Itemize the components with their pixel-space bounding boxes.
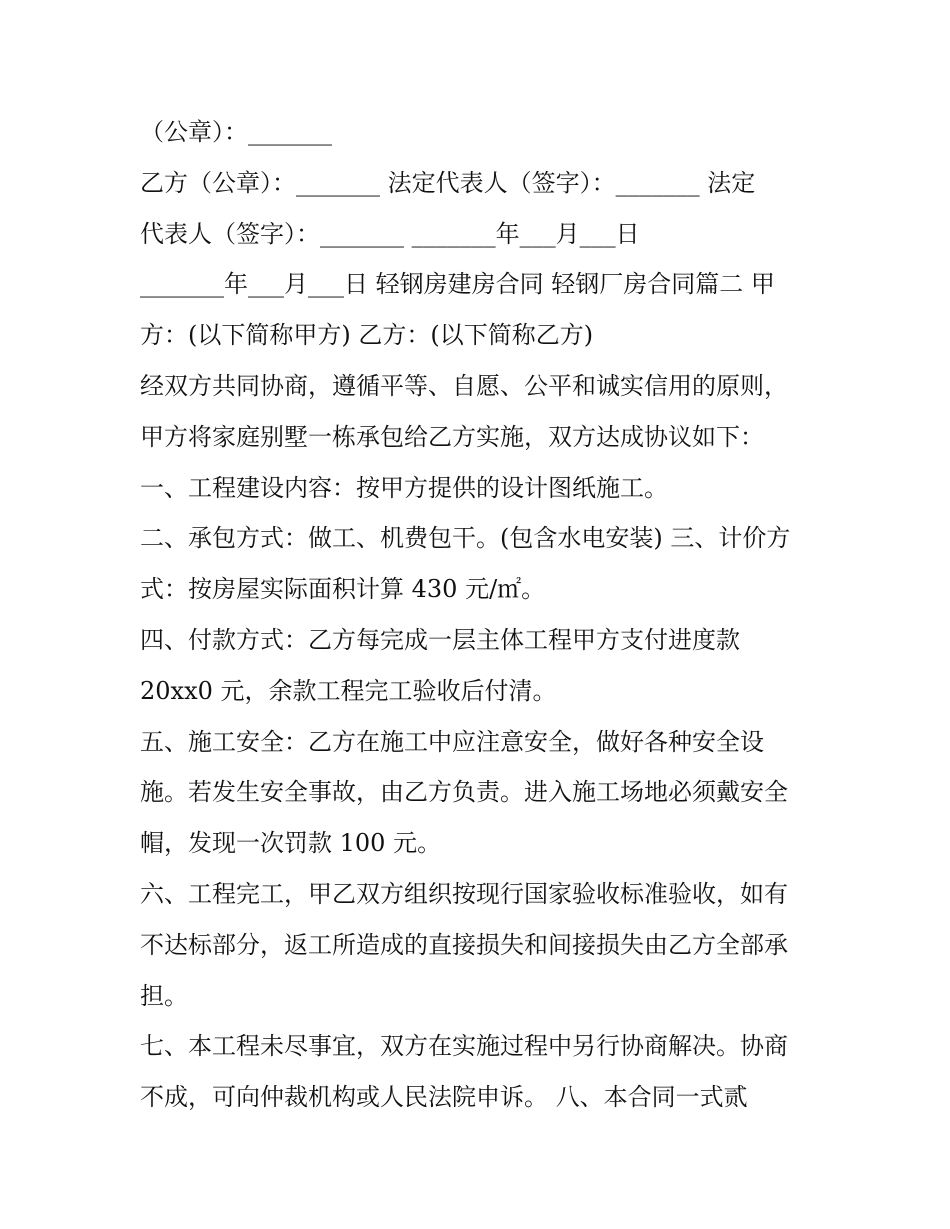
text-line: 不成，可向仲裁机构或人民法院申诉。 八、本合同一式贰 bbox=[140, 1083, 748, 1112]
text-line: 担。 bbox=[140, 981, 188, 1010]
text-line: 七、本工程未尽事宜，双方在实施过程中另行协商解决。协商 bbox=[140, 1032, 788, 1061]
text-line: 施。若发生安全事故，由乙方负责。进入施工场地必须戴安全 bbox=[140, 778, 788, 807]
text-line: 代表人（签字）：_______ _______年___月___日 bbox=[140, 219, 640, 248]
text-line: 乙方（公章）：_______ 法定代表人（签字）：_______ 法定 bbox=[140, 168, 756, 197]
text-line: 四、付款方式：乙方每完成一层主体工程甲方支付进度款 bbox=[140, 625, 740, 654]
text-line: 不达标部分，返工所造成的直接损失和间接损失由乙方全部承 bbox=[140, 930, 788, 959]
text-line: 方：(以下简称甲方) 乙方：(以下简称乙方) bbox=[140, 321, 594, 350]
text-line: _______年___月___日 轻钢房建房合同 轻钢厂房合同篇二 甲 bbox=[140, 270, 775, 299]
text-line: （公章）：_______ bbox=[140, 118, 332, 146]
text-line: 经双方共同协商，遵循平等、自愿、公平和诚实信用的原则， bbox=[140, 371, 788, 400]
text-line: 五、施工安全：乙方在施工中应注意安全，做好各种安全设 bbox=[140, 727, 764, 756]
text-line: 二、承包方式：做工、机费包干。(包含水电安装) 三、计价方 bbox=[140, 524, 791, 553]
contract-text bbox=[140, 107, 820, 1123]
text-line: 式：按房屋实际面积计算 430 元/㎡。 bbox=[140, 575, 546, 604]
text-line: 20xx0 元，余款工程完工验收后付清。 bbox=[140, 676, 557, 705]
text-line: 六、工程完工，甲乙双方组织按现行国家验收标准验收，如有 bbox=[140, 879, 788, 908]
text-line: 一、工程建设内容：按甲方提供的设计图纸施工。 bbox=[140, 473, 668, 502]
text-line: 帽，发现一次罚款 100 元。 bbox=[140, 829, 442, 858]
text-line: 甲方将家庭别墅一栋承包给乙方实施，双方达成协议如下： bbox=[140, 422, 764, 451]
